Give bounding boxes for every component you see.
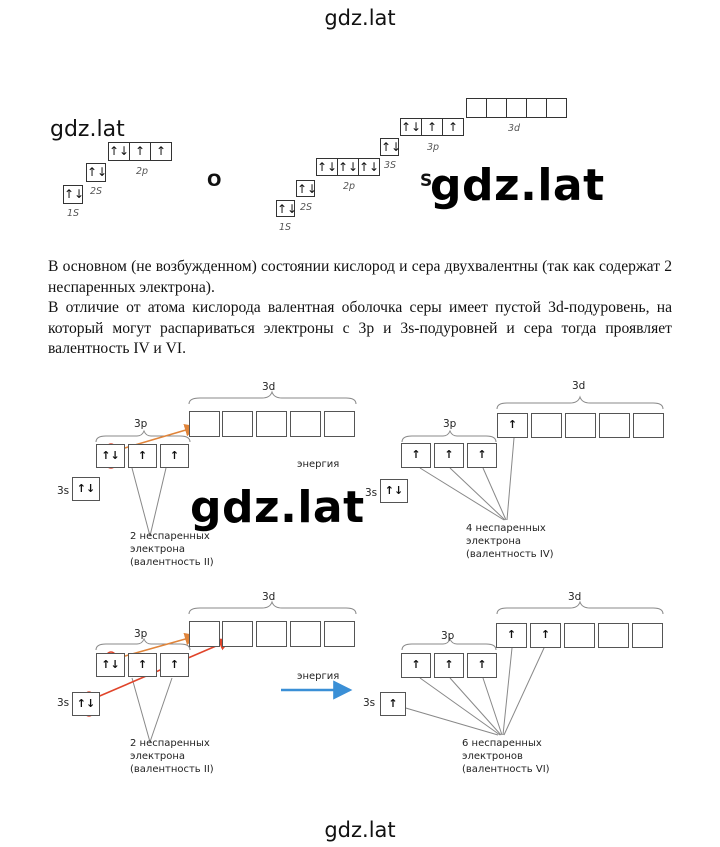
d4-3d-cell-3 — [564, 623, 595, 648]
d3-note-line-1: 2 неспаренных — [130, 738, 210, 749]
d3-3p-cell-3: ↑ — [160, 653, 189, 677]
d4-note-line-2: электронов — [462, 751, 523, 762]
d1-note — [130, 530, 214, 569]
paragraph-ground-state: В основном (не возбужденном) состоянии кислород и сера двухвалентны (так как содержат 2 неспаренных электрона). — [48, 258, 672, 296]
sulfur-3d-label: 3d — [508, 123, 521, 134]
paragraph-3d-sublevel: В отличие от атома кислорода валентная оболочка серы имеет пустой 3d-подуровень, на который могут распариваться электроны с 3р и 3s-подуровней и сера тогда проявляет валентность IV и VI. — [48, 299, 672, 357]
d3-3p-cell-2: ↑ — [128, 653, 157, 677]
oxygen-2s-label: 2S — [90, 186, 103, 197]
d2-3p-cell-3: ↑ — [467, 443, 497, 468]
d2-label-3d: 3d — [572, 380, 586, 392]
sulfur-3p-label: 3p — [427, 142, 440, 153]
d3-note — [130, 737, 214, 776]
d2-3d-cell-1: ↑ — [497, 413, 528, 438]
d2-label-3s: 3s — [365, 487, 378, 499]
d4-3p-cell-3: ↑ — [467, 653, 497, 678]
d2-3p-cell-2: ↑ — [434, 443, 464, 468]
d3-3s-cell: ↑↓ — [72, 692, 100, 716]
sulfur-3s-cell: ↑↓ — [381, 140, 402, 154]
d1-note-line-1: 2 неспаренных — [130, 531, 210, 542]
oxygen-2p-label: 2p — [136, 166, 149, 177]
energy-label-1: энергия — [297, 459, 340, 470]
d2-note-line-3: (валентность IV) — [466, 549, 554, 560]
d2-label-3p: 3p — [443, 418, 457, 430]
d2-note-line-2: электрона — [466, 536, 522, 547]
d1-3d-cell-3 — [256, 411, 287, 437]
d4-label-3p: 3p — [441, 630, 455, 642]
sulfur-2p-cell-2: ↑↓ — [338, 160, 359, 174]
d2-3d-cell-4 — [599, 413, 630, 438]
d2-note-line-1: 4 неспаренных — [466, 523, 546, 534]
d4-3s-cell: ↑ — [380, 692, 406, 716]
d1-3d-cell-5 — [324, 411, 355, 437]
oxygen-2p-cell-1: ↑↓ — [108, 142, 130, 161]
d3-3p-cell-1: ↑↓ — [96, 653, 125, 677]
d2-3p-cell-1: ↑ — [401, 443, 431, 468]
d4-3d-cell-4 — [598, 623, 629, 648]
watermark-small: gdz.lat — [50, 117, 125, 142]
sulfur-2p-cell-3: ↑↓ — [359, 160, 380, 174]
d1-3d-cell-4 — [290, 411, 321, 437]
d2-3d-cell-2 — [531, 413, 562, 438]
d2-3d-cell-3 — [565, 413, 596, 438]
energy-label-2: энергия — [297, 671, 340, 682]
oxygen-1s-cell: ↑↓ — [63, 185, 83, 204]
d3-note-line-3: (валентность II) — [130, 764, 214, 775]
d1-note-line-3: (валентность II) — [130, 557, 214, 568]
watermark-large-2: gdz.lat — [190, 482, 365, 533]
d2-3d-cell-5 — [633, 413, 664, 438]
d2-note — [466, 522, 554, 561]
d4-note-line-1: 6 неспаренных — [462, 738, 542, 749]
d3-label-3s: 3s — [57, 697, 70, 709]
sulfur-2p-label: 2p — [343, 181, 356, 192]
d4-note-line-3: (валентность VI) — [462, 764, 550, 775]
oxygen-symbol: O — [207, 171, 222, 191]
oxygen-2s-cell: ↑↓ — [86, 163, 106, 182]
d1-3p-cell-1: ↑↓ — [96, 444, 125, 468]
sulfur-2s-cell: ↑↓ — [297, 182, 318, 196]
d4-label-3d: 3d — [568, 591, 582, 603]
d1-3d-cell-2 — [222, 411, 253, 437]
sulfur-2s-label: 2S — [300, 202, 313, 213]
d1-3p-cell-3: ↑ — [160, 444, 189, 468]
d3-3d-cell-1 — [189, 621, 220, 647]
watermark-bottom: gdz.lat — [324, 818, 396, 842]
watermark-large-1: gdz.lat — [430, 160, 605, 211]
d3-label-3d: 3d — [262, 591, 276, 603]
d1-3d-cell-1 — [189, 411, 220, 437]
sulfur-2p-cell-1: ↑↓ — [317, 160, 338, 174]
d4-3d-cell-1: ↑ — [496, 623, 527, 648]
d3-3d-cell-4 — [290, 621, 321, 647]
oxygen-2p-cell-2: ↑ — [129, 142, 151, 161]
sulfur-symbol: S — [420, 171, 433, 191]
d3-3d-cell-2 — [222, 621, 253, 647]
sulfur-1s-cell: ↑↓ — [277, 202, 298, 216]
sulfur-3s-label: 3S — [384, 160, 397, 171]
d3-note-line-2: электрона — [130, 751, 186, 762]
d3-3d-cell-5 — [324, 621, 355, 647]
d4-3p-cell-2: ↑ — [434, 653, 464, 678]
d4-3d-cell-5 — [632, 623, 663, 648]
d2-3s-cell: ↑↓ — [380, 479, 408, 503]
d1-note-line-2: электрона — [130, 544, 186, 555]
d1-label-3d: 3d — [262, 381, 276, 393]
sulfur-1s-label: 1S — [279, 222, 292, 233]
d4-label-3s: 3s — [363, 697, 376, 709]
d4-3d-cell-2: ↑ — [530, 623, 561, 648]
watermark-top: gdz.lat — [324, 6, 396, 30]
sulfur-3p-cell-2: ↑ — [421, 118, 443, 136]
d1-label-3p: 3p — [134, 418, 148, 430]
d1-3p-cell-2: ↑ — [128, 444, 157, 468]
oxygen-1s-label: 1S — [67, 208, 80, 219]
d4-3p-cell-1: ↑ — [401, 653, 431, 678]
d1-3s-cell: ↑↓ — [72, 477, 100, 501]
sulfur-3p-cell-1: ↑↓ — [401, 120, 422, 134]
d4-note — [462, 737, 550, 776]
d3-label-3p: 3p — [134, 628, 148, 640]
d1-label-3s: 3s — [57, 485, 70, 497]
d3-3d-cell-3 — [256, 621, 287, 647]
oxygen-2p-cell-3: ↑ — [150, 142, 172, 161]
sulfur-3p-cell-3: ↑ — [442, 118, 464, 136]
